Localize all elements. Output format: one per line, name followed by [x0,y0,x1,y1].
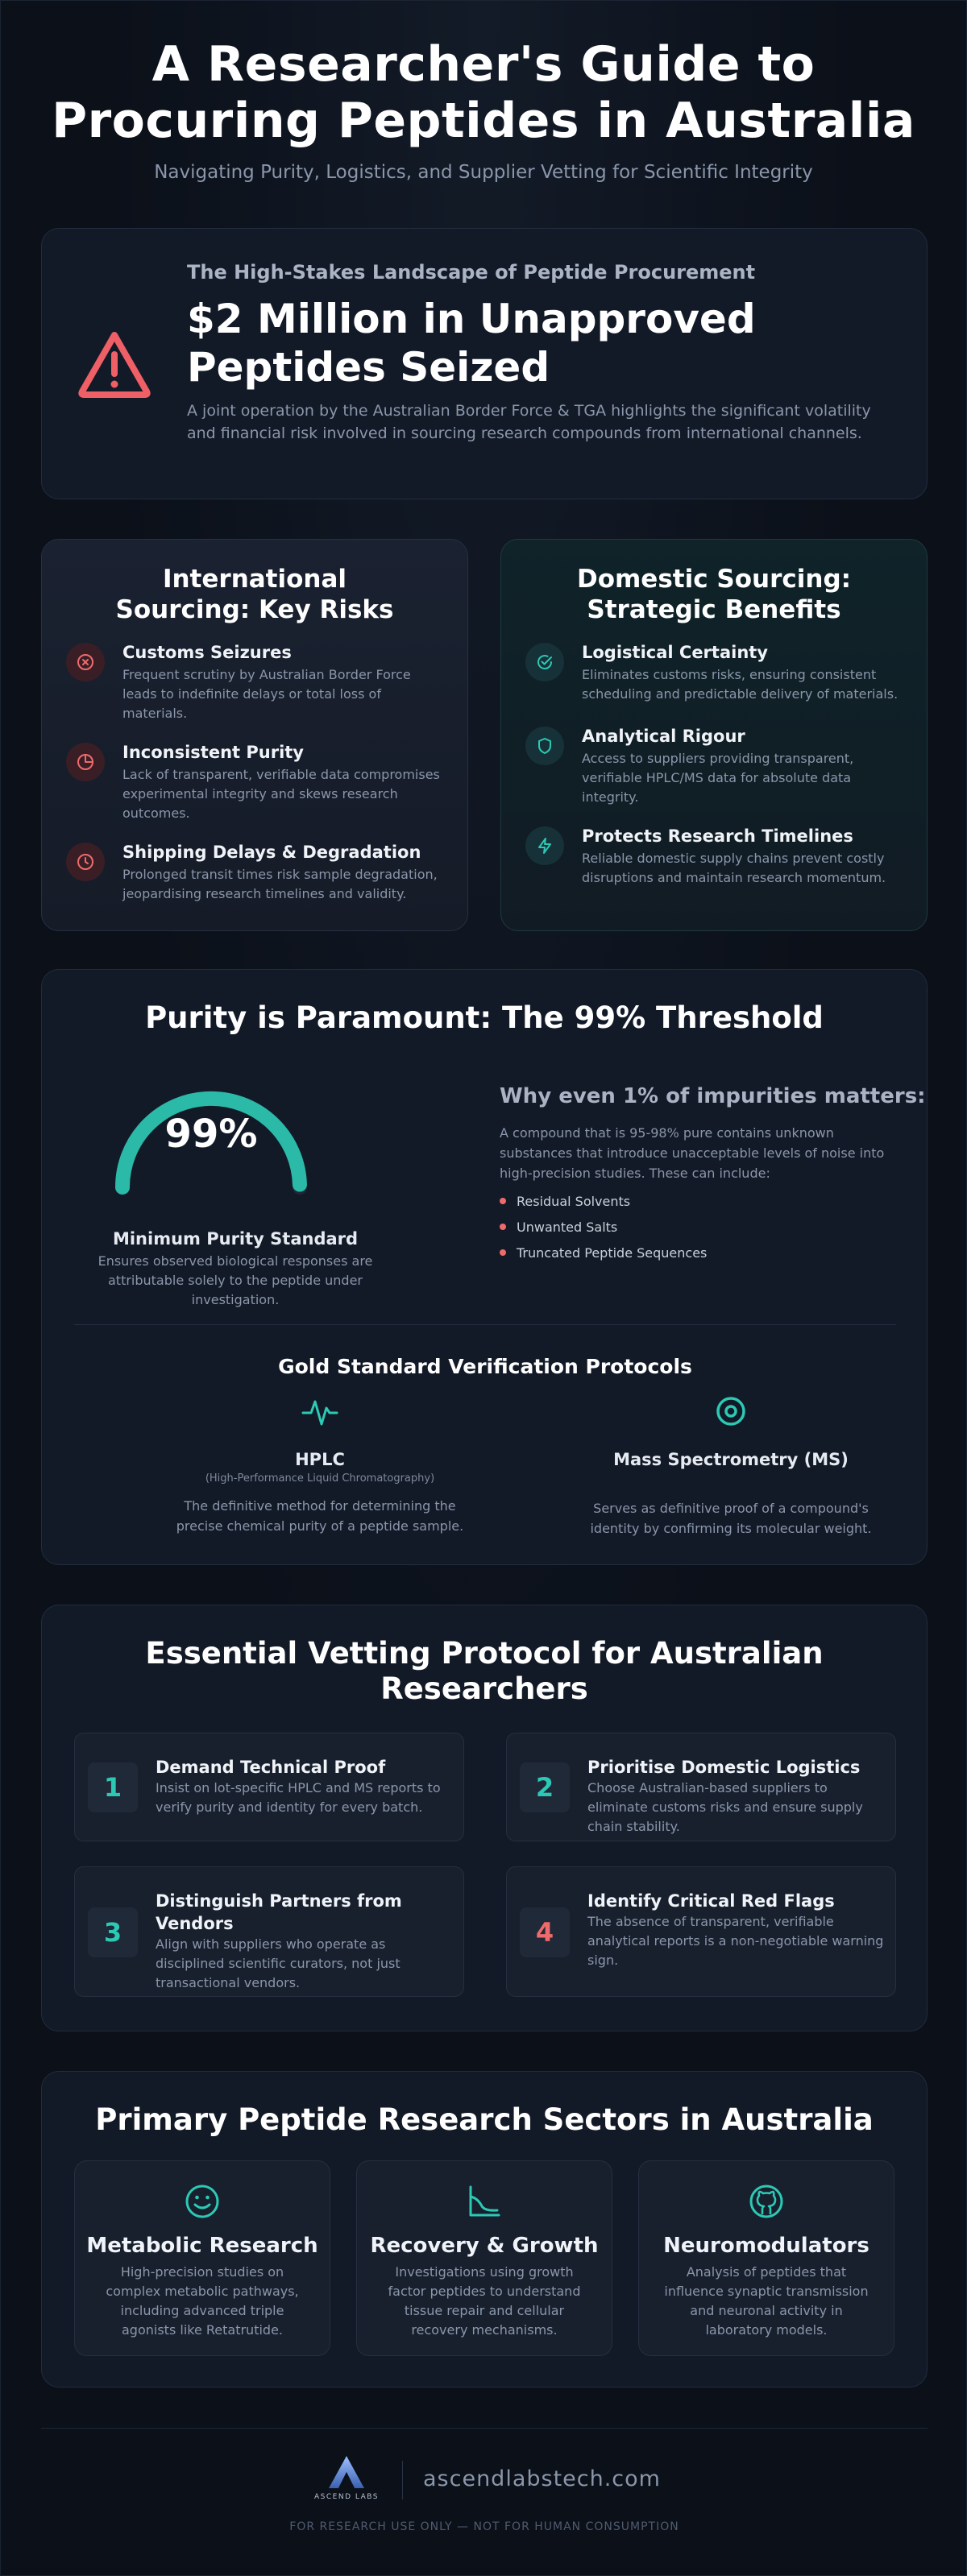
footer-separator [402,2461,403,2499]
protocol-name: Mass Spectrometry (MS) [613,1450,849,1469]
step-number: 3 [88,1907,138,1957]
step-number: 4 [520,1907,570,1957]
step-desc: Insist on lot-specific HPLC and MS reports to verify purity and identity for every batch. [156,1780,441,1815]
bullet-dot [500,1224,506,1230]
warning-triangle-icon [74,325,155,406]
logo-text: ASCEND LABS [314,2493,379,2501]
step-desc: The absence of transparent, verifiable analytical reports is a non-negotiable warning sign. [587,1914,884,1968]
sector-name: Recovery & Growth [370,2234,599,2258]
hero-header [1,1,966,183]
disclaimer: FOR RESEARCH USE ONLY — NOT FOR HUMAN CONSUMPTION [289,2520,679,2533]
growth-chart-icon [465,2182,504,2221]
pulse-icon [300,1392,340,1432]
risk-desc: Frequent scrutiny by Australian Border Force leads to indefinite delays or total loss of materials. [122,667,411,721]
seizure-card [41,228,928,499]
sector-metabolic [74,2160,330,2356]
benefit-title: Analytical Rigour [582,727,745,746]
page-subtitle: Navigating Purity, Logistics, and Supplier Vetting for Scientific Integrity [154,162,813,183]
impurity-label: Unwanted Salts [517,1220,618,1235]
seizure-eyebrow: The High-Stakes Landscape of Peptide Procurement [187,261,756,284]
sector-desc: Analysis of peptides that influence synaptic transmission and neuronal activity in laboratory models. [664,2264,869,2338]
verification-heading: Gold Standard Verification Protocols [278,1355,692,1378]
vetting-step-4 [506,1866,896,1997]
vetting-card [41,1605,928,2031]
shield-icon [525,727,564,765]
vetting-step-1 [74,1733,464,1841]
step-number: 1 [88,1762,138,1812]
sector-recovery [356,2160,612,2356]
benefit-desc: Access to suppliers providing transparent, verifiable HPLC/MS data for absolute data integrity. [582,751,854,805]
target-icon [711,1392,751,1432]
sector-name: Metabolic Research [86,2234,318,2258]
impurities-list [500,1194,707,1271]
pie-chart-icon [66,743,105,781]
impurities-heading: Why even 1% of impurities matters: [500,1084,926,1108]
smiley-icon [183,2182,222,2221]
protocol-desc: Serves as definitive proof of a compound's identity by confirming its molecular weight. [590,1501,872,1536]
lightning-icon [525,826,564,865]
benefit-title: Protects Research Timelines [582,826,853,846]
list-item [500,1194,707,1220]
check-circle-icon [525,643,564,681]
sector-name: Neuromodulators [663,2234,869,2258]
domestic-title [501,564,927,625]
sector-desc: High-precision studies on complex metabolic pathways, including advanced triple agonists like Retatrutide. [106,2264,299,2338]
risk-desc: Lack of transparent, verifiable data compromises experimental integrity and skews research outcomes. [122,767,440,821]
protocol-ms [562,1392,900,1539]
bullet-dot [500,1249,506,1256]
protocol-name: HPLC [295,1450,345,1469]
logo-mountain-icon [324,2453,369,2491]
sectors-card [41,2071,928,2388]
protocol-subtitle: (High-Performance Liquid Chromatography) [205,1472,435,1485]
list-item [500,1245,707,1271]
step-title: Prioritise Domestic Logistics [587,1758,861,1777]
vetting-title-text: Essential Vetting Protocol for Australian Researchers [145,1636,824,1706]
international-title [42,564,467,625]
risk-desc: Prolonged transit times risk sample degradation, jeopardising research timelines and validity. [122,867,438,901]
clock-icon [66,843,105,881]
seizure-headline: $2 Million in Unapproved Peptides Seized [187,296,756,391]
purity-percent: 99% [164,1112,258,1157]
international-title-text: International Sourcing: Key Risks [115,565,394,624]
step-title: Distinguish Partners from Vendors [156,1891,402,1933]
sectors-title: Primary Peptide Research Sectors in Australia [95,2102,874,2137]
minimum-purity-desc: Ensures observed biological responses are attributable solely to the peptide under investigation. [98,1253,373,1307]
bullet-dot [500,1198,506,1204]
domestic-title-text: Domestic Sourcing: Strategic Benefits [576,565,852,624]
sector-neuro [638,2160,894,2356]
purity-title: Purity is Paramount: The 99% Threshold [145,1000,824,1035]
impurity-label: Residual Solvents [517,1194,631,1209]
risk-title: Shipping Delays & Degradation [122,843,421,862]
seizure-description: A joint operation by the Australian Border Force & TGA highlights the significant volatility and financial risk involved in sourcing research compounds from international channels. [187,402,871,442]
vetting-step-2 [506,1733,896,1841]
step-desc: Align with suppliers who operate as disciplined scientific curators, not just transactional vendors. [156,1936,400,1990]
international-risks-card [41,539,468,931]
vetting-title [42,1636,927,1707]
ascend-labs-logo [310,2453,383,2501]
list-item [500,1220,707,1245]
purity-card [41,969,928,1565]
title-line-2: Procuring Peptides in Australia [52,93,915,149]
github-icon [747,2182,786,2221]
benefit-title: Logistical Certainty [582,643,768,662]
divider [74,1324,896,1325]
page-title [1,36,966,149]
x-circle-icon [66,643,105,681]
step-title: Demand Technical Proof [156,1758,386,1777]
risk-title: Inconsistent Purity [122,743,304,762]
impurity-label: Truncated Peptide Sequences [517,1245,708,1261]
step-title: Identify Critical Red Flags [587,1891,835,1911]
protocol-desc: The definitive method for determining the precise chemical purity of a peptide sample. [176,1498,464,1534]
footer-divider [41,2428,928,2429]
step-number: 2 [520,1762,570,1812]
domestic-benefits-card [500,539,928,931]
benefit-desc: Eliminates customs risks, ensuring consistent scheduling and predictable delivery of materials. [582,667,899,702]
sector-desc: Investigations using growth factor peptides to understand tissue repair and cellular recovery mechanisms. [388,2264,581,2338]
protocol-hplc [151,1392,489,1536]
risk-title: Customs Seizures [122,643,292,662]
vetting-step-3 [74,1866,464,1997]
benefit-desc: Reliable domestic supply chains prevent costly disruptions and maintain research momentum. [582,851,886,885]
minimum-purity-label: Minimum Purity Standard [112,1229,359,1249]
impurities-desc: A compound that is 95-98% pure contains unknown substances that introduce unacceptable levels of noise into high-precision studies. These can include: [500,1125,885,1181]
step-desc: Choose Australian-based suppliers to eliminate customs risks and ensure supply chain stability. [587,1780,863,1834]
title-line-1: A Researcher's Guide to [151,36,816,93]
website-link[interactable]: ascendlabstech.com [423,2466,661,2491]
